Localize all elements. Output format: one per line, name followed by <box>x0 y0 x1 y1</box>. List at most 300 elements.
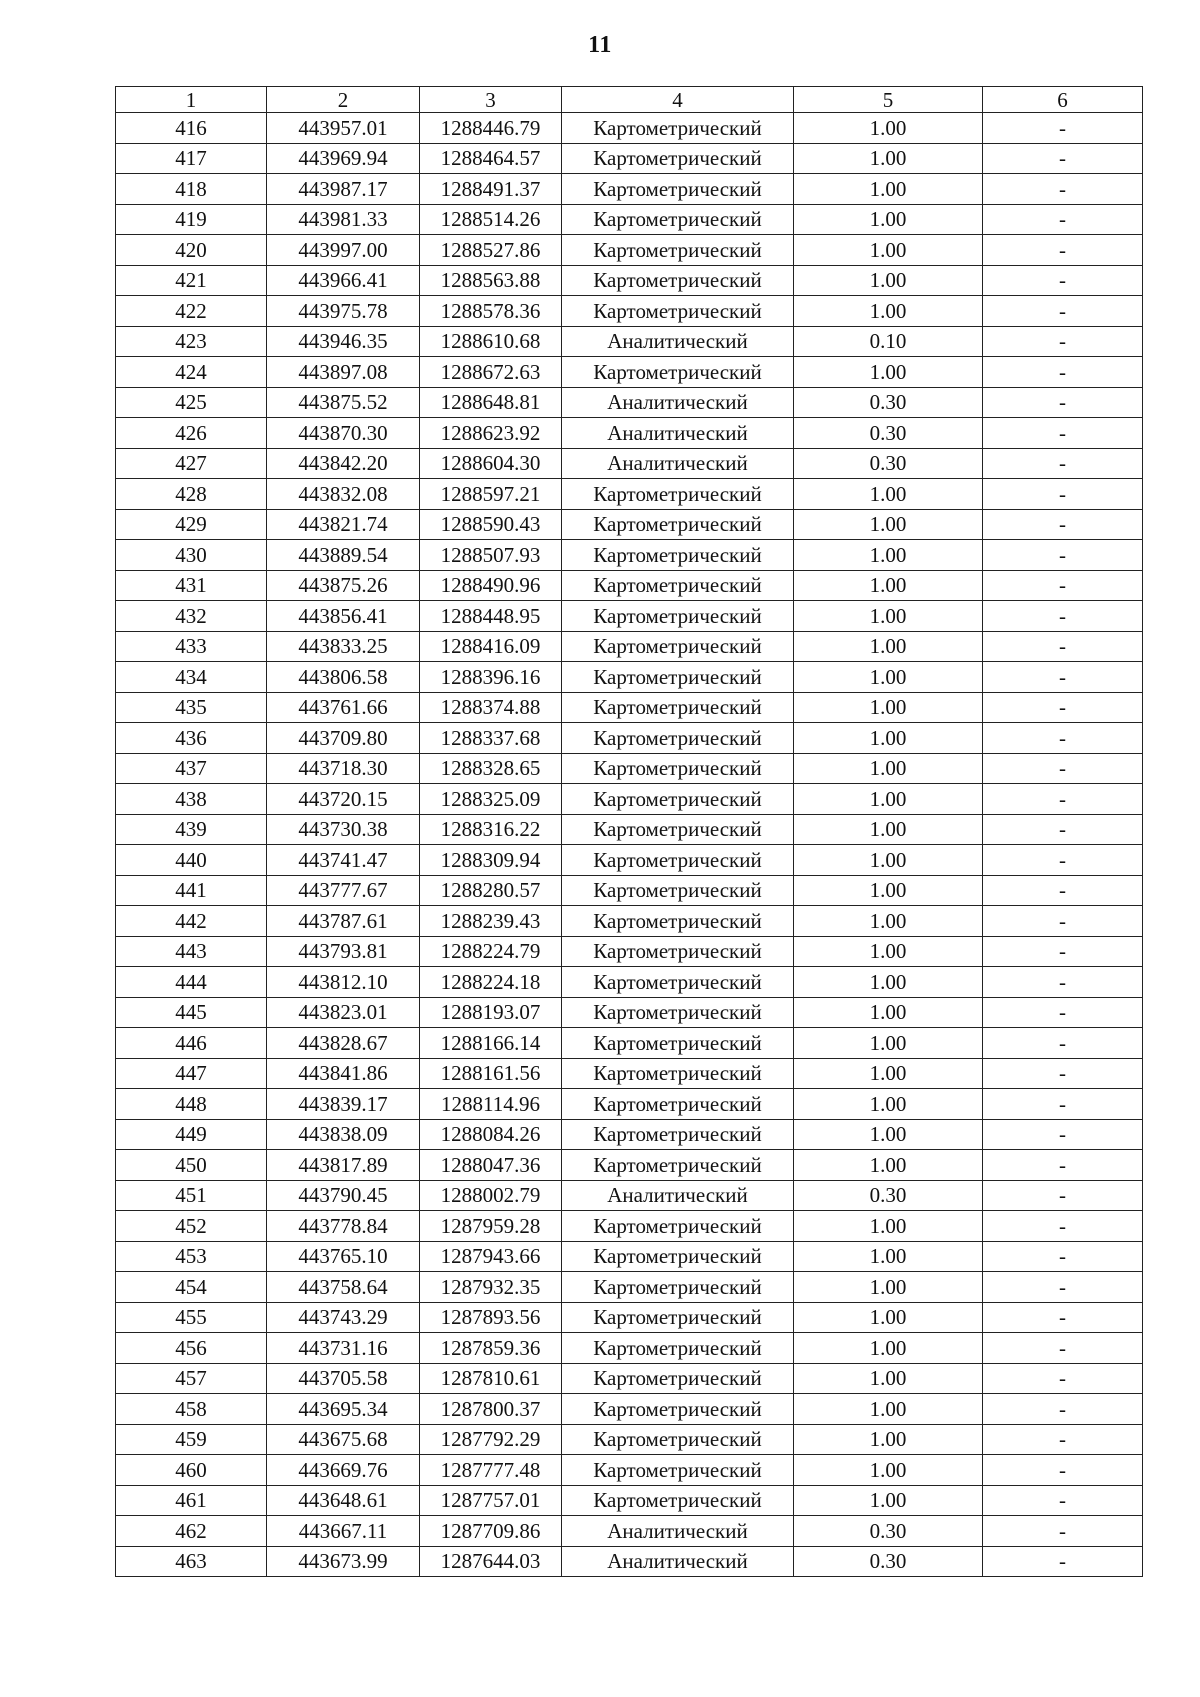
x-coordinate-cell: 443669.76 <box>267 1455 420 1486</box>
point-number-cell: 456 <box>116 1333 267 1364</box>
accuracy-cell: 0.30 <box>794 1180 983 1211</box>
y-coordinate-cell: 1288590.43 <box>420 509 562 540</box>
note-cell: - <box>983 570 1143 601</box>
note-cell: - <box>983 1058 1143 1089</box>
y-coordinate-cell: 1288610.68 <box>420 326 562 357</box>
table-row <box>116 509 1143 540</box>
x-coordinate-cell: 443667.11 <box>267 1516 420 1547</box>
point-number-cell: 429 <box>116 509 267 540</box>
accuracy-cell: 0.30 <box>794 1546 983 1577</box>
method-cell: Картометрический <box>562 1333 794 1364</box>
note-cell: - <box>983 784 1143 815</box>
method-cell: Картометрический <box>562 1058 794 1089</box>
table-row <box>116 326 1143 357</box>
point-number-cell: 427 <box>116 448 267 479</box>
note-cell: - <box>983 1089 1143 1120</box>
y-coordinate-cell: 1288328.65 <box>420 753 562 784</box>
x-coordinate-cell: 443777.67 <box>267 875 420 906</box>
point-number-cell: 416 <box>116 113 267 144</box>
method-cell: Картометрический <box>562 723 794 754</box>
note-cell: - <box>983 814 1143 845</box>
y-coordinate-cell: 1288491.37 <box>420 174 562 205</box>
table-row <box>116 1089 1143 1120</box>
table-row <box>116 1546 1143 1577</box>
method-cell: Картометрический <box>562 631 794 662</box>
point-number-cell: 432 <box>116 601 267 632</box>
table-row <box>116 1272 1143 1303</box>
x-coordinate-cell: 443675.68 <box>267 1424 420 1455</box>
method-cell: Картометрический <box>562 692 794 723</box>
point-number-cell: 457 <box>116 1363 267 1394</box>
y-coordinate-cell: 1287932.35 <box>420 1272 562 1303</box>
note-cell: - <box>983 631 1143 662</box>
y-coordinate-cell: 1288239.43 <box>420 906 562 937</box>
method-cell: Картометрический <box>562 1394 794 1425</box>
accuracy-cell: 1.00 <box>794 845 983 876</box>
note-cell: - <box>983 479 1143 510</box>
note-cell: - <box>983 906 1143 937</box>
table-row <box>116 906 1143 937</box>
accuracy-cell: 1.00 <box>794 113 983 144</box>
accuracy-cell: 1.00 <box>794 967 983 998</box>
note-cell: - <box>983 1241 1143 1272</box>
accuracy-cell: 1.00 <box>794 1211 983 1242</box>
table-row <box>116 845 1143 876</box>
y-coordinate-cell: 1288114.96 <box>420 1089 562 1120</box>
y-coordinate-cell: 1288416.09 <box>420 631 562 662</box>
point-number-cell: 449 <box>116 1119 267 1150</box>
point-number-cell: 422 <box>116 296 267 327</box>
method-cell: Картометрический <box>562 875 794 906</box>
method-cell: Картометрический <box>562 906 794 937</box>
method-cell: Картометрический <box>562 601 794 632</box>
point-number-cell: 460 <box>116 1455 267 1486</box>
table-row <box>116 936 1143 967</box>
x-coordinate-cell: 443839.17 <box>267 1089 420 1120</box>
method-cell: Аналитический <box>562 1180 794 1211</box>
table-row <box>116 1180 1143 1211</box>
y-coordinate-cell: 1288527.86 <box>420 235 562 266</box>
table-row <box>116 1211 1143 1242</box>
table-row <box>116 540 1143 571</box>
x-coordinate-cell: 443823.01 <box>267 997 420 1028</box>
x-coordinate-cell: 443743.29 <box>267 1302 420 1333</box>
method-cell: Картометрический <box>562 1089 794 1120</box>
accuracy-cell: 1.00 <box>794 235 983 266</box>
y-coordinate-cell: 1288446.79 <box>420 113 562 144</box>
point-number-cell: 428 <box>116 479 267 510</box>
y-coordinate-cell: 1288166.14 <box>420 1028 562 1059</box>
accuracy-cell: 1.00 <box>794 570 983 601</box>
x-coordinate-cell: 443793.81 <box>267 936 420 967</box>
point-number-cell: 448 <box>116 1089 267 1120</box>
y-coordinate-cell: 1288309.94 <box>420 845 562 876</box>
point-number-cell: 440 <box>116 845 267 876</box>
table-row <box>116 113 1143 144</box>
note-cell: - <box>983 1455 1143 1486</box>
point-number-cell: 443 <box>116 936 267 967</box>
note-cell: - <box>983 1211 1143 1242</box>
table-row <box>116 875 1143 906</box>
y-coordinate-cell: 1288316.22 <box>420 814 562 845</box>
point-number-cell: 442 <box>116 906 267 937</box>
x-coordinate-cell: 443833.25 <box>267 631 420 662</box>
x-coordinate-cell: 443838.09 <box>267 1119 420 1150</box>
accuracy-cell: 1.00 <box>794 997 983 1028</box>
point-number-cell: 463 <box>116 1546 267 1577</box>
method-cell: Картометрический <box>562 1424 794 1455</box>
accuracy-cell: 1.00 <box>794 1028 983 1059</box>
note-cell: - <box>983 296 1143 327</box>
x-coordinate-cell: 443648.61 <box>267 1485 420 1516</box>
table-row <box>116 1485 1143 1516</box>
table-row <box>116 418 1143 449</box>
x-coordinate-cell: 443969.94 <box>267 143 420 174</box>
point-number-cell: 426 <box>116 418 267 449</box>
accuracy-cell: 1.00 <box>794 601 983 632</box>
table-row <box>116 662 1143 693</box>
accuracy-cell: 1.00 <box>794 357 983 388</box>
point-number-cell: 420 <box>116 235 267 266</box>
note-cell: - <box>983 1302 1143 1333</box>
method-cell: Картометрический <box>562 204 794 235</box>
accuracy-cell: 0.30 <box>794 448 983 479</box>
note-cell: - <box>983 143 1143 174</box>
table-header <box>116 87 1143 113</box>
x-coordinate-cell: 443875.26 <box>267 570 420 601</box>
accuracy-cell: 1.00 <box>794 296 983 327</box>
y-coordinate-cell: 1288193.07 <box>420 997 562 1028</box>
method-cell: Аналитический <box>562 418 794 449</box>
table-row <box>116 784 1143 815</box>
table-row <box>116 448 1143 479</box>
x-coordinate-cell: 443806.58 <box>267 662 420 693</box>
table-row <box>116 174 1143 205</box>
table-row <box>116 235 1143 266</box>
accuracy-cell: 1.00 <box>794 631 983 662</box>
y-coordinate-cell: 1288597.21 <box>420 479 562 510</box>
accuracy-cell: 1.00 <box>794 692 983 723</box>
method-cell: Картометрический <box>562 662 794 693</box>
accuracy-cell: 1.00 <box>794 1089 983 1120</box>
x-coordinate-cell: 443761.66 <box>267 692 420 723</box>
point-number-cell: 444 <box>116 967 267 998</box>
y-coordinate-cell: 1288047.36 <box>420 1150 562 1181</box>
method-cell: Картометрический <box>562 265 794 296</box>
point-number-cell: 435 <box>116 692 267 723</box>
x-coordinate-cell: 443765.10 <box>267 1241 420 1272</box>
note-cell: - <box>983 753 1143 784</box>
point-number-cell: 417 <box>116 143 267 174</box>
accuracy-cell: 0.10 <box>794 326 983 357</box>
table-row <box>116 1333 1143 1364</box>
accuracy-cell: 1.00 <box>794 1363 983 1394</box>
x-coordinate-cell: 443828.67 <box>267 1028 420 1059</box>
point-number-cell: 459 <box>116 1424 267 1455</box>
y-coordinate-cell: 1288325.09 <box>420 784 562 815</box>
point-number-cell: 462 <box>116 1516 267 1547</box>
table-row <box>116 387 1143 418</box>
table-row <box>116 570 1143 601</box>
x-coordinate-cell: 443981.33 <box>267 204 420 235</box>
y-coordinate-cell: 1288374.88 <box>420 692 562 723</box>
x-coordinate-cell: 443718.30 <box>267 753 420 784</box>
x-coordinate-cell: 443842.20 <box>267 448 420 479</box>
y-coordinate-cell: 1288672.63 <box>420 357 562 388</box>
method-cell: Картометрический <box>562 1485 794 1516</box>
table-row <box>116 753 1143 784</box>
table-row <box>116 357 1143 388</box>
x-coordinate-cell: 443720.15 <box>267 784 420 815</box>
point-number-cell: 439 <box>116 814 267 845</box>
point-number-cell: 424 <box>116 357 267 388</box>
note-cell: - <box>983 1516 1143 1547</box>
header-row <box>116 87 1143 113</box>
point-number-cell: 430 <box>116 540 267 571</box>
note-cell: - <box>983 1424 1143 1455</box>
table-row <box>116 1241 1143 1272</box>
note-cell: - <box>983 174 1143 205</box>
x-coordinate-cell: 443817.89 <box>267 1150 420 1181</box>
accuracy-cell: 1.00 <box>794 906 983 937</box>
point-number-cell: 433 <box>116 631 267 662</box>
x-coordinate-cell: 443673.99 <box>267 1546 420 1577</box>
note-cell: - <box>983 540 1143 571</box>
note-cell: - <box>983 387 1143 418</box>
method-cell: Картометрический <box>562 509 794 540</box>
accuracy-cell: 1.00 <box>794 1119 983 1150</box>
point-number-cell: 418 <box>116 174 267 205</box>
accuracy-cell: 1.00 <box>794 1058 983 1089</box>
method-cell: Картометрический <box>562 1241 794 1272</box>
note-cell: - <box>983 418 1143 449</box>
y-coordinate-cell: 1287800.37 <box>420 1394 562 1425</box>
y-coordinate-cell: 1288002.79 <box>420 1180 562 1211</box>
accuracy-cell: 1.00 <box>794 540 983 571</box>
accuracy-cell: 1.00 <box>794 662 983 693</box>
x-coordinate-cell: 443897.08 <box>267 357 420 388</box>
method-cell: Картометрический <box>562 1211 794 1242</box>
y-coordinate-cell: 1288224.79 <box>420 936 562 967</box>
x-coordinate-cell: 443966.41 <box>267 265 420 296</box>
method-cell: Аналитический <box>562 387 794 418</box>
note-cell: - <box>983 601 1143 632</box>
table-row <box>116 204 1143 235</box>
y-coordinate-cell: 1288514.26 <box>420 204 562 235</box>
method-cell: Картометрический <box>562 784 794 815</box>
accuracy-cell: 1.00 <box>794 784 983 815</box>
table-row <box>116 296 1143 327</box>
table-row <box>116 479 1143 510</box>
accuracy-cell: 1.00 <box>794 1455 983 1486</box>
y-coordinate-cell: 1288563.88 <box>420 265 562 296</box>
table-row <box>116 1394 1143 1425</box>
point-number-cell: 437 <box>116 753 267 784</box>
table-row <box>116 265 1143 296</box>
method-cell: Картометрический <box>562 479 794 510</box>
x-coordinate-cell: 443832.08 <box>267 479 420 510</box>
note-cell: - <box>983 1394 1143 1425</box>
point-number-cell: 458 <box>116 1394 267 1425</box>
method-cell: Картометрический <box>562 997 794 1028</box>
method-cell: Картометрический <box>562 967 794 998</box>
accuracy-cell: 1.00 <box>794 1302 983 1333</box>
x-coordinate-cell: 443731.16 <box>267 1333 420 1364</box>
x-coordinate-cell: 443709.80 <box>267 723 420 754</box>
note-cell: - <box>983 967 1143 998</box>
method-cell: Картометрический <box>562 1455 794 1486</box>
method-cell: Аналитический <box>562 1546 794 1577</box>
note-cell: - <box>983 235 1143 266</box>
accuracy-cell: 1.00 <box>794 1272 983 1303</box>
x-coordinate-cell: 443790.45 <box>267 1180 420 1211</box>
method-cell: Картометрический <box>562 1363 794 1394</box>
note-cell: - <box>983 1333 1143 1364</box>
accuracy-cell: 1.00 <box>794 1485 983 1516</box>
page-number: 11 <box>588 32 612 58</box>
coordinates-table <box>115 86 1143 1577</box>
note-cell: - <box>983 113 1143 144</box>
point-number-cell: 454 <box>116 1272 267 1303</box>
y-coordinate-cell: 1288448.95 <box>420 601 562 632</box>
method-cell: Картометрический <box>562 753 794 784</box>
method-cell: Картометрический <box>562 936 794 967</box>
y-coordinate-cell: 1287810.61 <box>420 1363 562 1394</box>
x-coordinate-cell: 443812.10 <box>267 967 420 998</box>
table-row <box>116 723 1143 754</box>
table-row <box>116 814 1143 845</box>
column-header-6: 6 <box>983 87 1143 113</box>
y-coordinate-cell: 1288490.96 <box>420 570 562 601</box>
note-cell: - <box>983 1119 1143 1150</box>
accuracy-cell: 1.00 <box>794 936 983 967</box>
accuracy-cell: 1.00 <box>794 753 983 784</box>
x-coordinate-cell: 443957.01 <box>267 113 420 144</box>
point-number-cell: 438 <box>116 784 267 815</box>
y-coordinate-cell: 1288604.30 <box>420 448 562 479</box>
table-row <box>116 1424 1143 1455</box>
x-coordinate-cell: 443778.84 <box>267 1211 420 1242</box>
y-coordinate-cell: 1287959.28 <box>420 1211 562 1242</box>
note-cell: - <box>983 1272 1143 1303</box>
accuracy-cell: 1.00 <box>794 479 983 510</box>
method-cell: Картометрический <box>562 540 794 571</box>
accuracy-cell: 1.00 <box>794 1241 983 1272</box>
x-coordinate-cell: 443730.38 <box>267 814 420 845</box>
method-cell: Картометрический <box>562 357 794 388</box>
note-cell: - <box>983 723 1143 754</box>
note-cell: - <box>983 204 1143 235</box>
x-coordinate-cell: 443875.52 <box>267 387 420 418</box>
method-cell: Картометрический <box>562 113 794 144</box>
accuracy-cell: 1.00 <box>794 814 983 845</box>
point-number-cell: 434 <box>116 662 267 693</box>
point-number-cell: 446 <box>116 1028 267 1059</box>
column-header-4: 4 <box>562 87 794 113</box>
note-cell: - <box>983 845 1143 876</box>
point-number-cell: 421 <box>116 265 267 296</box>
note-cell: - <box>983 265 1143 296</box>
y-coordinate-cell: 1287893.56 <box>420 1302 562 1333</box>
x-coordinate-cell: 443975.78 <box>267 296 420 327</box>
table-row <box>116 631 1143 662</box>
y-coordinate-cell: 1288623.92 <box>420 418 562 449</box>
point-number-cell: 423 <box>116 326 267 357</box>
method-cell: Картометрический <box>562 1302 794 1333</box>
point-number-cell: 451 <box>116 1180 267 1211</box>
table-row <box>116 967 1143 998</box>
point-number-cell: 419 <box>116 204 267 235</box>
note-cell: - <box>983 1180 1143 1211</box>
note-cell: - <box>983 1546 1143 1577</box>
table-row <box>116 1058 1143 1089</box>
y-coordinate-cell: 1287709.86 <box>420 1516 562 1547</box>
accuracy-cell: 1.00 <box>794 1424 983 1455</box>
column-header-2: 2 <box>267 87 420 113</box>
point-number-cell: 455 <box>116 1302 267 1333</box>
table-row <box>116 1302 1143 1333</box>
column-header-1: 1 <box>116 87 267 113</box>
y-coordinate-cell: 1288161.56 <box>420 1058 562 1089</box>
y-coordinate-cell: 1287777.48 <box>420 1455 562 1486</box>
method-cell: Аналитический <box>562 326 794 357</box>
table-row <box>116 1119 1143 1150</box>
table-row <box>116 1028 1143 1059</box>
point-number-cell: 431 <box>116 570 267 601</box>
table-row <box>116 997 1143 1028</box>
method-cell: Аналитический <box>562 1516 794 1547</box>
y-coordinate-cell: 1288224.18 <box>420 967 562 998</box>
accuracy-cell: 1.00 <box>794 509 983 540</box>
table-row <box>116 601 1143 632</box>
accuracy-cell: 1.00 <box>794 1333 983 1364</box>
note-cell: - <box>983 1485 1143 1516</box>
accuracy-cell: 0.30 <box>794 418 983 449</box>
column-header-5: 5 <box>794 87 983 113</box>
accuracy-cell: 1.00 <box>794 1394 983 1425</box>
table-body <box>116 113 1143 1577</box>
accuracy-cell: 1.00 <box>794 143 983 174</box>
point-number-cell: 453 <box>116 1241 267 1272</box>
method-cell: Картометрический <box>562 296 794 327</box>
y-coordinate-cell: 1288084.26 <box>420 1119 562 1150</box>
method-cell: Картометрический <box>562 845 794 876</box>
point-number-cell: 441 <box>116 875 267 906</box>
point-number-cell: 425 <box>116 387 267 418</box>
point-number-cell: 436 <box>116 723 267 754</box>
accuracy-cell: 0.30 <box>794 387 983 418</box>
x-coordinate-cell: 443695.34 <box>267 1394 420 1425</box>
y-coordinate-cell: 1287757.01 <box>420 1485 562 1516</box>
note-cell: - <box>983 326 1143 357</box>
y-coordinate-cell: 1287792.29 <box>420 1424 562 1455</box>
note-cell: - <box>983 509 1143 540</box>
x-coordinate-cell: 443705.58 <box>267 1363 420 1394</box>
method-cell: Картометрический <box>562 235 794 266</box>
point-number-cell: 450 <box>116 1150 267 1181</box>
y-coordinate-cell: 1288648.81 <box>420 387 562 418</box>
method-cell: Картометрический <box>562 814 794 845</box>
y-coordinate-cell: 1288507.93 <box>420 540 562 571</box>
accuracy-cell: 0.30 <box>794 1516 983 1547</box>
note-cell: - <box>983 662 1143 693</box>
table-row <box>116 692 1143 723</box>
note-cell: - <box>983 997 1143 1028</box>
note-cell: - <box>983 875 1143 906</box>
method-cell: Картометрический <box>562 174 794 205</box>
table-row <box>116 1516 1143 1547</box>
accuracy-cell: 1.00 <box>794 723 983 754</box>
